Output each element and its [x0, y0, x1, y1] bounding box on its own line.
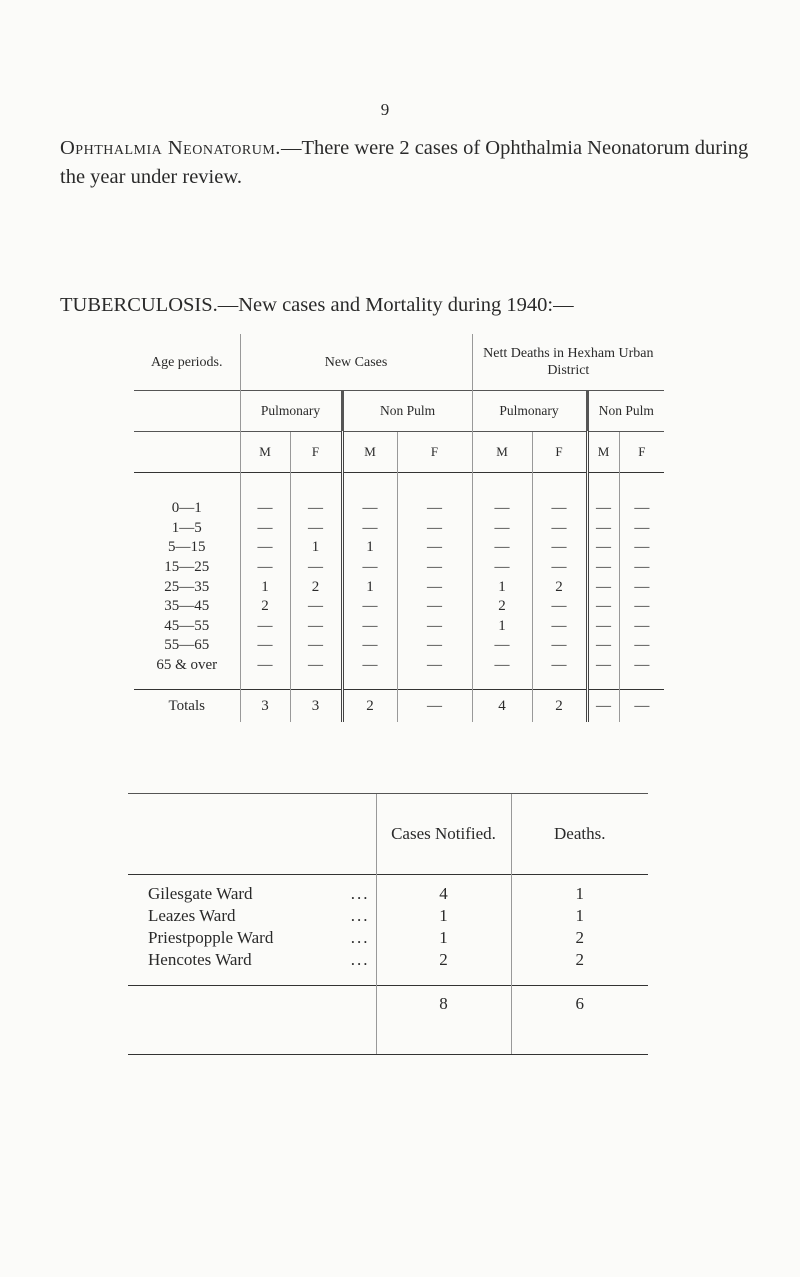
data-cell: 2: [240, 597, 290, 617]
total-cell: 3: [290, 690, 342, 723]
data-cell: —: [342, 519, 397, 539]
age-periods-blank: [134, 391, 240, 432]
ward-header-row: [128, 794, 648, 875]
data-cell: —: [240, 617, 290, 637]
leader-dots: ...: [350, 950, 370, 969]
table-row: [134, 538, 664, 558]
deaths-total: 6: [511, 986, 648, 1055]
spacer-row: [134, 675, 664, 690]
data-cell: —: [619, 499, 664, 519]
age-cell: 5—15: [168, 539, 206, 556]
data-cell: 1: [290, 538, 342, 558]
data-cell: —: [397, 636, 472, 656]
data-cell: —: [619, 558, 664, 578]
data-cell: —: [532, 538, 587, 558]
ward-header-blank: [128, 794, 376, 875]
data-cell: —: [587, 558, 619, 578]
age-cell: 55—65: [164, 637, 210, 654]
data-cell: —: [397, 538, 472, 558]
data-cell: —: [290, 519, 342, 539]
data-cell: 1: [240, 577, 290, 597]
cases-cell: 2: [376, 949, 511, 971]
deaths-cell: 1: [511, 905, 648, 927]
data-cell: —: [587, 617, 619, 637]
data-cell: —: [472, 538, 532, 558]
data-cell: —: [472, 636, 532, 656]
sex-header: M: [587, 432, 619, 473]
sex-header: M: [342, 432, 397, 473]
total-cell: 2: [342, 690, 397, 723]
data-cell: —: [587, 519, 619, 539]
cases-cell: 4: [376, 875, 511, 906]
ophthalmia-text: —There were 2 cases of Ophthalmia Neonatorum during the year under review.: [60, 137, 749, 188]
data-cell: —: [532, 636, 587, 656]
data-cell: 2: [532, 577, 587, 597]
leader-dots: ...: [350, 884, 370, 903]
ward-name: Hencotes Ward ...: [128, 949, 376, 971]
data-cell: —: [619, 636, 664, 656]
deaths-header: Deaths.: [511, 794, 648, 875]
total-cell: —: [619, 690, 664, 723]
table-row: [134, 597, 664, 617]
data-cell: 1: [472, 617, 532, 637]
data-cell: —: [397, 577, 472, 597]
data-cell: —: [290, 636, 342, 656]
data-cell: —: [290, 558, 342, 578]
pulmonary-header: Pulmonary: [240, 391, 342, 432]
data-cell: —: [587, 577, 619, 597]
table-row: [134, 577, 664, 597]
table-row: [128, 905, 648, 927]
spacer-row: [134, 473, 664, 500]
data-cell: —: [240, 538, 290, 558]
age-cell: 25—35: [164, 578, 210, 595]
deaths-cell: 2: [511, 927, 648, 949]
data-cell: —: [472, 558, 532, 578]
total-cell: 2: [532, 690, 587, 723]
data-cell: —: [532, 617, 587, 637]
age-cell: 35—45: [164, 598, 210, 615]
table-subheader-row: [134, 391, 664, 432]
age-periods-header: Age periods.: [150, 354, 223, 370]
cases-total: 8: [376, 986, 511, 1055]
ward-name: Gilesgate Ward ...: [128, 875, 376, 906]
age-cell: 65 & over: [156, 657, 218, 674]
data-cell: —: [619, 656, 664, 676]
sex-header: F: [532, 432, 587, 473]
ward-totals-blank: [128, 986, 376, 1055]
data-cell: —: [240, 519, 290, 539]
page-number: 9: [380, 100, 390, 119]
ward-table: [128, 793, 648, 1055]
total-cell: 3: [240, 690, 290, 723]
data-cell: —: [290, 656, 342, 676]
non-pulm-header: Non Pulm: [342, 391, 472, 432]
ward-name: Leazes Ward ...: [128, 905, 376, 927]
non-pulm-deaths-header: Non Pulm: [587, 391, 664, 432]
tuberculosis-table: [134, 334, 664, 722]
totals-label: Totals: [134, 690, 240, 723]
data-cell: 1: [472, 577, 532, 597]
data-cell: —: [240, 656, 290, 676]
data-cell: —: [342, 499, 397, 519]
data-cell: —: [472, 499, 532, 519]
data-cell: 1: [342, 538, 397, 558]
data-cell: —: [397, 499, 472, 519]
data-cell: —: [240, 636, 290, 656]
data-cell: —: [532, 519, 587, 539]
data-cell: —: [342, 617, 397, 637]
sex-header: F: [397, 432, 472, 473]
table-row: [134, 499, 664, 519]
data-cell: —: [397, 617, 472, 637]
totals-row: [134, 690, 664, 723]
new-cases-header: New Cases: [240, 334, 472, 391]
data-cell: —: [587, 538, 619, 558]
deaths-cell: 1: [511, 875, 648, 906]
cases-cell: 1: [376, 927, 511, 949]
data-cell: —: [397, 656, 472, 676]
data-cell: —: [472, 519, 532, 539]
leader-dots: ...: [350, 928, 370, 947]
data-cell: —: [532, 499, 587, 519]
data-cell: —: [587, 499, 619, 519]
table-row: [134, 636, 664, 656]
leader-dots: ...: [350, 906, 370, 925]
data-cell: —: [342, 636, 397, 656]
ophthalmia-paragraph: [60, 134, 750, 192]
data-cell: —: [397, 558, 472, 578]
data-cell: —: [619, 538, 664, 558]
data-cell: —: [342, 558, 397, 578]
data-cell: —: [532, 656, 587, 676]
cases-cell: 1: [376, 905, 511, 927]
data-cell: —: [472, 656, 532, 676]
cases-notified-header: Cases Notified.: [376, 794, 511, 875]
age-cell: 0—1: [171, 500, 202, 517]
age-cell: 45—55: [164, 617, 210, 634]
age-cell: 1—5: [171, 519, 202, 536]
data-cell: —: [587, 656, 619, 676]
deaths-cell: 2: [511, 949, 648, 971]
data-cell: —: [342, 656, 397, 676]
table-row: [134, 519, 664, 539]
data-cell: —: [342, 597, 397, 617]
ward-totals-row: [128, 986, 648, 1055]
table-header-row: [134, 334, 664, 391]
data-cell: —: [587, 597, 619, 617]
data-cell: 1: [342, 577, 397, 597]
data-cell: —: [619, 617, 664, 637]
data-cell: —: [240, 558, 290, 578]
data-cell: —: [532, 597, 587, 617]
data-cell: —: [619, 577, 664, 597]
total-cell: —: [397, 690, 472, 723]
age-cell: 15—25: [164, 559, 210, 576]
data-cell: —: [290, 617, 342, 637]
total-cell: 4: [472, 690, 532, 723]
ward-name: Priestpopple Ward ...: [128, 927, 376, 949]
data-cell: 2: [472, 597, 532, 617]
data-cell: —: [532, 558, 587, 578]
pulmonary-deaths-header: Pulmonary: [472, 391, 587, 432]
table-row: [128, 875, 648, 906]
age-periods-blank: [134, 432, 240, 473]
tuberculosis-heading: TUBERCULOSIS.—New cases and Mortality during 1940:—: [60, 294, 574, 316]
sex-header: F: [619, 432, 664, 473]
sex-header: M: [472, 432, 532, 473]
table-row: [128, 927, 648, 949]
table-row: [128, 949, 648, 971]
table-row: [134, 558, 664, 578]
sex-header-row: [134, 432, 664, 473]
data-cell: —: [619, 519, 664, 539]
data-cell: —: [290, 597, 342, 617]
sex-header: M: [240, 432, 290, 473]
sex-header: F: [290, 432, 342, 473]
ophthalmia-lead: Ophthalmia Neonatorum.: [60, 137, 281, 159]
total-cell: —: [587, 690, 619, 723]
data-cell: —: [397, 597, 472, 617]
data-cell: —: [587, 636, 619, 656]
data-cell: —: [619, 597, 664, 617]
data-cell: —: [290, 499, 342, 519]
data-cell: —: [240, 499, 290, 519]
table-row: [134, 617, 664, 637]
table-row: [134, 656, 664, 676]
data-cell: —: [397, 519, 472, 539]
nett-deaths-header: Nett Deaths in Hexham Urban District: [472, 334, 664, 391]
spacer-row: [128, 971, 648, 986]
data-cell: 2: [290, 577, 342, 597]
